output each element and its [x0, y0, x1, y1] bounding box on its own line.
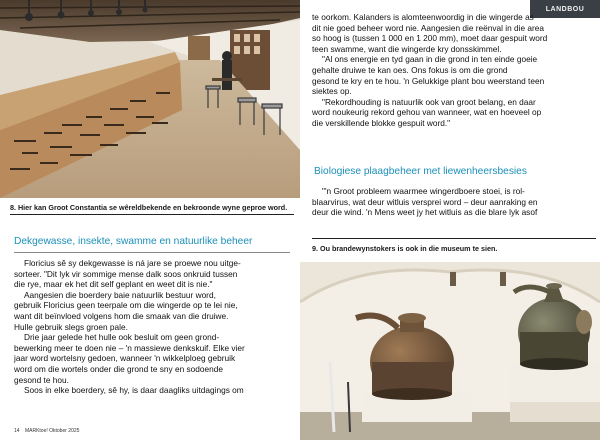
body-line: "Al ons energie en tyd gaan in die grond in ten einde goeie: [322, 54, 538, 65]
body-line: jaar word wortelsny gedoen, wanneer 'n wikkelploeg gebruik: [14, 353, 236, 364]
body-line: Drie jaar gelede het hulle ook besluit om geen grond-: [24, 332, 220, 343]
article-body: [14, 258, 292, 396]
section-tag: LANDBOU: [530, 0, 600, 18]
brandy-stills-photo: [300, 262, 600, 440]
body-line: sorteer. "Dit lyk vir sommige mense dalk soos onkruid tussen: [14, 268, 238, 279]
body-line: gesond te hou.: [14, 374, 69, 385]
body-line: Soos in elke boerdery, sê hy, is daar daagliks uitdagings om: [24, 385, 244, 396]
publication-name: MARKtoe! Oktober 2025: [24, 428, 80, 434]
body-line: deur die wind. 'n Mens weet jy het witluis as die blare lyk asof: [312, 207, 538, 218]
brandy-stills-illustration: [300, 262, 600, 440]
photo-caption: 8. Hier kan Groot Constantia se wêreldbekende en bekroonde wyne geproe word.: [10, 203, 288, 212]
body-line: bewerking meer te doen nie – 'n massiewe denkskuif. Elke vier: [14, 342, 245, 353]
page-number: 14: [14, 428, 20, 434]
body-line: te oorkom. Kalanders is alomteenwoordig in die wingerde as: [312, 12, 534, 22]
body-line: Hulle gebruik slegs groen pale.: [14, 321, 128, 332]
body-line: Aangesien die boerdery baie natuurlik bestuur word,: [24, 289, 216, 300]
body-line: gehalte druiwe te kan oes. Ons fokus is om die grond: [312, 64, 508, 75]
body-line: gebruik Floricius geen teerpale om die wingerde op te lei nie,: [14, 300, 238, 311]
tasting-room-photo: [0, 0, 300, 198]
article-body-top: [312, 12, 596, 129]
body-line: die verskillende blokke gespuit word.": [312, 117, 451, 128]
body-line: gesond te kry en te hou. 'n Gelukkige plant bou weerstand teen: [312, 75, 545, 86]
heading-rule: [14, 252, 290, 253]
photo-caption: 9. Ou brandewynstokers is ook in die museum te sien.: [312, 244, 498, 253]
body-line: siektes op.: [312, 86, 352, 97]
body-line: word noukeurig rekord gehou van wanneer, wat en hoeveel op: [312, 107, 542, 118]
body-line: teen swamme, want die wingerde kry donsskimmel.: [312, 43, 502, 54]
body-line: dit nie goed beheer word nie. Aangesien die reënval in die area: [312, 22, 545, 33]
body-line: so hoog is (tussen 1 000 en 1 200 mm), moet daar gespuit word: [312, 33, 548, 44]
right-page: [300, 0, 600, 440]
body-line: want dit beïnvloed volgens hom die smaak van die druiwe.: [14, 310, 229, 321]
caption-rule: [10, 214, 294, 215]
section-heading: Dekgewasse, insekte, swamme en natuurlike beheer: [14, 236, 253, 247]
article-body-bottom: [312, 186, 596, 218]
body-line: word om die wortels onder die grond te sny en sodoende: [14, 363, 223, 374]
caption-rule: [312, 238, 596, 239]
body-line: "'n Groot probleem waarmee wingerdboere stoei, is rol-: [322, 186, 525, 196]
body-line: Floricius sê sy dekgewasse is ná jare se proewe nou uitge-: [24, 258, 241, 268]
body-line: blaarvirus, wat deur witluis versprei word – deur aanraking en: [312, 196, 538, 207]
page-footer: [14, 428, 79, 434]
section-heading: Biologiese plaagbeheer met liewenheersbesies: [314, 166, 527, 177]
tasting-room-illustration: [0, 0, 300, 198]
body-line: die rye, maar ek het dit self geplant en weet dit is nie.": [14, 279, 213, 290]
body-line: "Rekordhouding is natuurlik ook van groot belang, en daar: [322, 96, 536, 107]
